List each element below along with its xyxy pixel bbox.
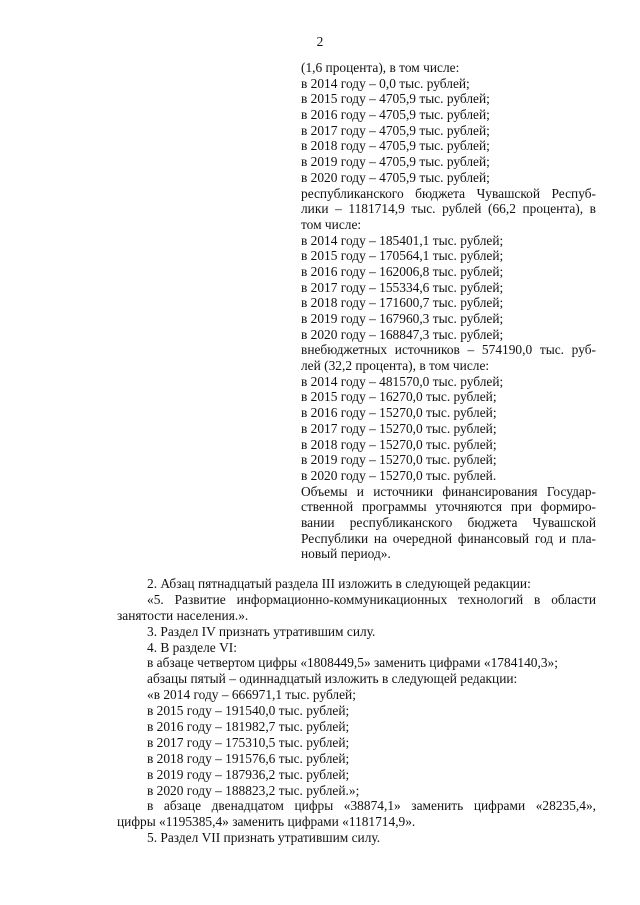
amendments-text bbox=[117, 576, 596, 846]
text-line: в 2015 году – 4705,9 тыс. рублей; bbox=[301, 91, 490, 107]
text-line: в 2019 году – 15270,0 тыс. рублей; bbox=[301, 452, 497, 468]
text-line: в 2020 году – 15270,0 тыс. рублей. bbox=[301, 467, 497, 483]
text-line: в 2019 году – 167960,3 тыс. рублей; bbox=[301, 311, 504, 326]
text-line: 4. В разделе VI: bbox=[147, 639, 237, 655]
text-line: в абзаце двенадцатом цифры «38874,1» заменить цифрами «28235,4», bbox=[147, 798, 596, 814]
text-line: цифры «1195385,4» заменить цифрами «1181714,9». bbox=[117, 814, 416, 830]
text-line: Объемы и источники финансирования Государ- bbox=[301, 483, 596, 499]
text-line: новый период». bbox=[301, 546, 391, 562]
text-line: в 2015 году – 191540,0 тыс. рублей; bbox=[147, 703, 350, 719]
text-line: в 2020 году – 4705,9 тыс. рублей; bbox=[301, 169, 490, 185]
text-line: в 2019 году – 4705,9 тыс. рублей; bbox=[301, 154, 490, 170]
text-line: в 2020 году – 188823,2 тыс. рублей.»; bbox=[147, 782, 360, 798]
text-line: ственной программы уточняются при формиро- bbox=[301, 499, 596, 515]
text-line: в 2014 году – 0,0 тыс. рублей; bbox=[301, 75, 470, 91]
financing-text-column bbox=[301, 60, 596, 562]
text-line: лей (32,2 процента), в том числе: bbox=[301, 358, 490, 374]
text-line: 3. Раздел IV признать утратившим силу. bbox=[147, 623, 376, 639]
text-line: в 2018 году – 4705,9 тыс. рублей; bbox=[301, 138, 490, 154]
text-line: в 2014 году – 185401,1 тыс. рублей; bbox=[301, 232, 504, 248]
text-line: в 2019 году – 187936,2 тыс. рублей; bbox=[147, 766, 350, 782]
text-line: 5. Раздел VII признать утратившим силу. bbox=[147, 830, 381, 846]
text-line: Республики на очередной финансовый год и пла- bbox=[301, 530, 596, 546]
text-line: в 2017 году – 4705,9 тыс. рублей; bbox=[301, 122, 490, 138]
text-line: в 2016 году – 181982,7 тыс. рублей; bbox=[147, 719, 350, 735]
text-line: абзацы пятый – одиннадцатый изложить в следующей редакции: bbox=[147, 671, 518, 687]
text-line: занятости населения.». bbox=[117, 607, 249, 623]
text-line: в 2016 году – 15270,0 тыс. рублей; bbox=[301, 405, 497, 421]
text-line: в 2017 году – 15270,0 тыс. рублей; bbox=[301, 420, 497, 436]
text-line: (1,6 процента), в том числе: bbox=[301, 60, 460, 75]
text-line: «в 2014 году – 666971,1 тыс. рублей; bbox=[147, 687, 356, 703]
page-number: 2 bbox=[316, 34, 324, 49]
text-line: в 2015 году – 170564,1 тыс. рублей; bbox=[301, 248, 504, 264]
text-line: «5. Развитие информационно-коммуникационных технологий в области bbox=[147, 591, 596, 607]
text-line: республиканского бюджета Чувашской Респуб- bbox=[301, 185, 596, 201]
text-line: в 2018 году – 171600,7 тыс. рублей; bbox=[301, 295, 504, 311]
text-line: в 2016 году – 4705,9 тыс. рублей; bbox=[301, 107, 490, 123]
text-line: вании республиканского бюджета Чувашской bbox=[301, 514, 596, 530]
text-line: том числе: bbox=[301, 216, 362, 232]
text-line: в 2016 году – 162006,8 тыс. рублей; bbox=[301, 263, 504, 279]
text-line: в 2018 году – 15270,0 тыс. рублей; bbox=[301, 436, 497, 452]
text-line: в 2014 году – 481570,0 тыс. рублей; bbox=[301, 373, 504, 389]
text-line: лики – 1181714,9 тыс. рублей (66,2 процента), в bbox=[301, 201, 596, 217]
text-line: в абзаце четвертом цифры «1808449,5» заменить цифрами «1784140,3»; bbox=[147, 655, 558, 671]
text-line: в 2017 году – 155334,6 тыс. рублей; bbox=[301, 279, 504, 295]
text-line: внебюджетных источников – 574190,0 тыс. руб- bbox=[301, 342, 596, 358]
text-line: 2. Абзац пятнадцатый раздела III изложить в следующей редакции: bbox=[147, 576, 531, 591]
text-line: в 2015 году – 16270,0 тыс. рублей; bbox=[301, 389, 497, 405]
text-line: в 2018 году – 191576,6 тыс. рублей; bbox=[147, 750, 350, 766]
text-line: в 2020 году – 168847,3 тыс. рублей; bbox=[301, 326, 504, 342]
text-line: в 2017 году – 175310,5 тыс. рублей; bbox=[147, 734, 350, 750]
